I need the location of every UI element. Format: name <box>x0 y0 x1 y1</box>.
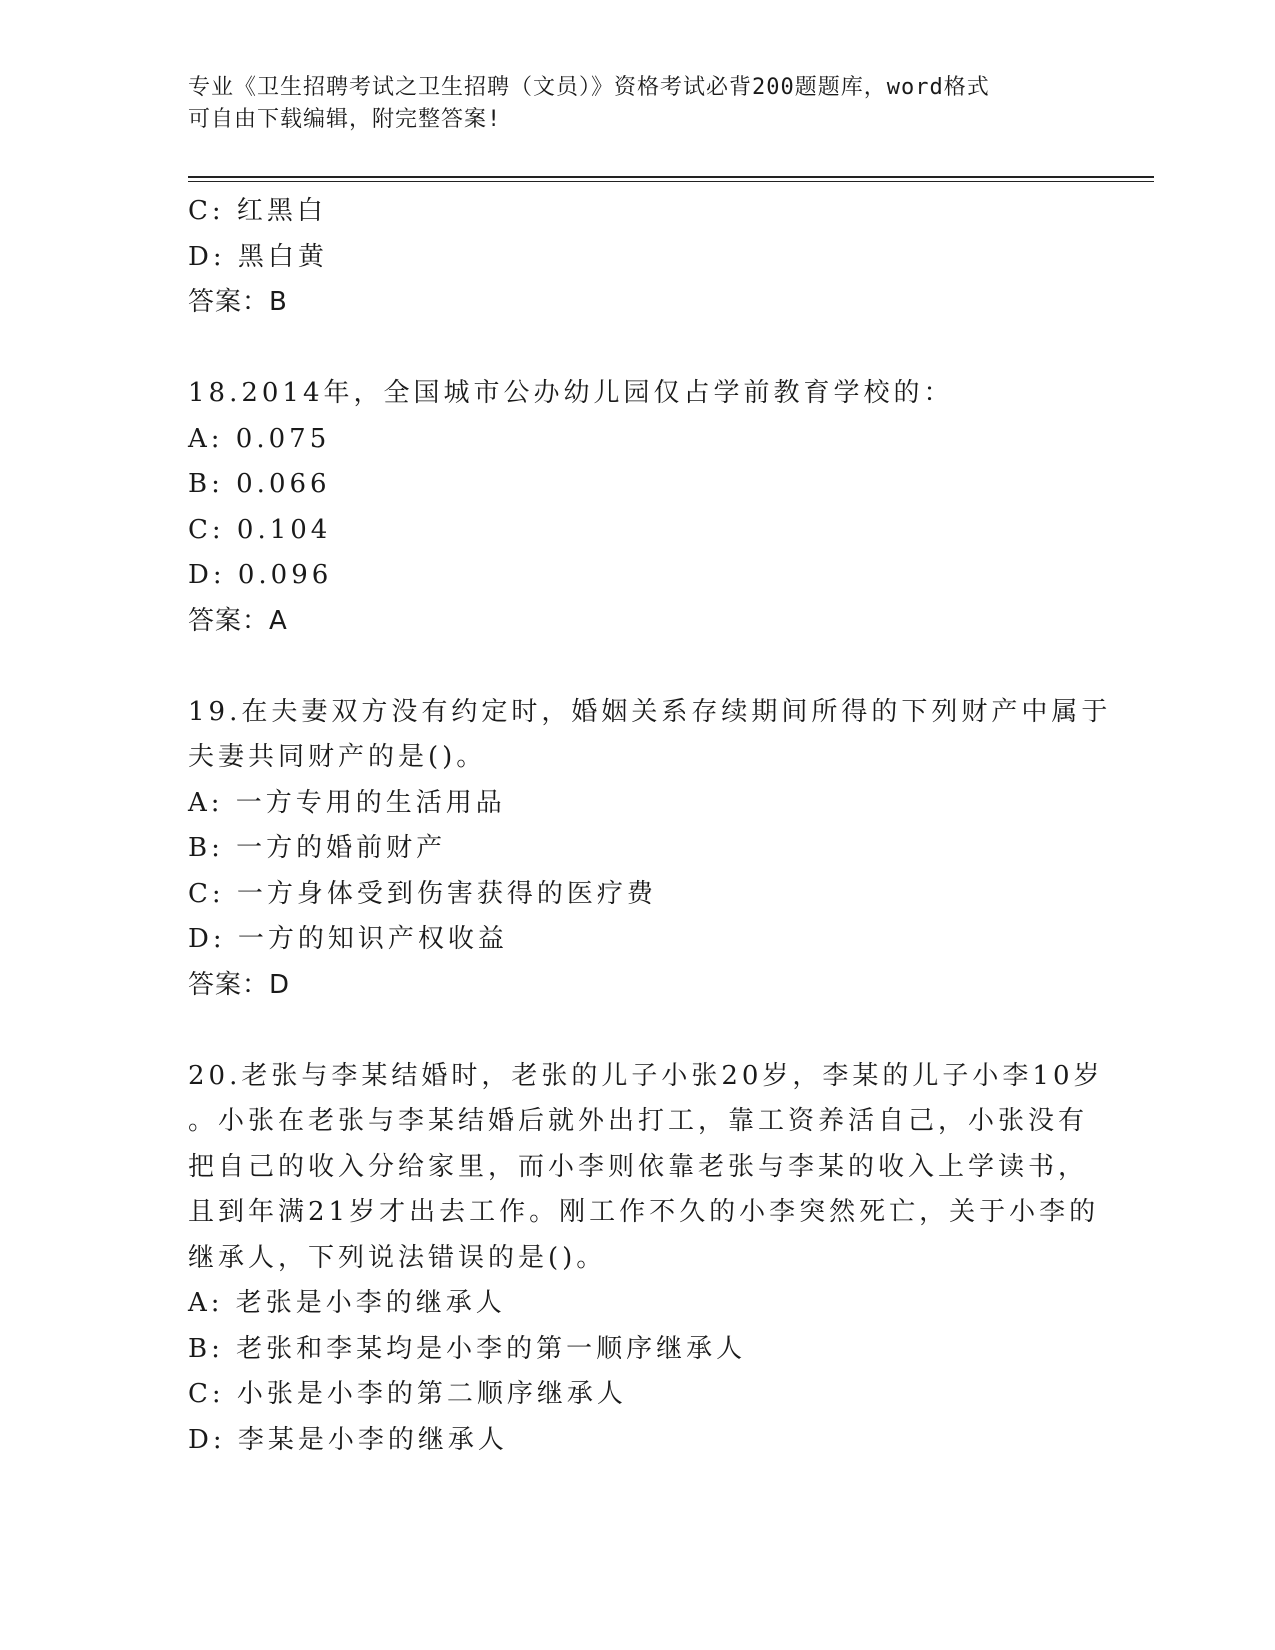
option-a: A: 一方专用的生活用品 <box>188 787 506 818</box>
answer-line: 答案：D <box>188 969 291 1000</box>
question-19 <box>188 690 1112 1009</box>
question-text: 。小张在老张与李某结婚后就外出打工，靠工资养活自己，小张没有 <box>188 1106 1089 1136</box>
question-text: 18.2014年，全国城市公办幼儿园仅占学前教育学校的： <box>188 378 954 408</box>
header-rule-thin <box>188 181 1154 182</box>
option-a: A: 老张是小李的继承人 <box>188 1288 506 1318</box>
option-c: C: 红黑白 <box>188 196 327 226</box>
question-20 <box>188 1054 1104 1464</box>
option-d: D: 李某是小李的继承人 <box>188 1424 508 1455</box>
prev-question <box>188 189 1088 326</box>
question-text: 夫妻共同财产的是()。 <box>188 742 487 772</box>
question-text: 20.老张与李某结婚时，老张的儿子小张20岁，李某的儿子小李10岁 <box>188 1060 1104 1091</box>
option-d: D: 0.096 <box>188 560 333 590</box>
option-c: C: 小张是小李的第二顺序继承人 <box>188 1379 627 1409</box>
header-rule-thick <box>188 176 1154 178</box>
option-d: D: 黑白黄 <box>188 241 328 272</box>
document-header <box>188 72 1088 136</box>
option-c: C: 0.104 <box>188 514 332 545</box>
question-content <box>188 189 1112 1463</box>
question-18 <box>188 371 1088 644</box>
option-b: B: 老张和李某均是小李的第一顺序继承人 <box>188 1333 747 1364</box>
option-b: B: 0.066 <box>188 469 331 499</box>
option-b: B: 一方的婚前财产 <box>188 833 447 863</box>
option-d: D: 一方的知识产权收益 <box>188 924 508 954</box>
answer-line: 答案：B <box>188 287 288 317</box>
question-text: 把自己的收入分给家里，而小李则依靠老张与李某的收入上学读书， <box>188 1151 1089 1182</box>
question-text: 19.在夫妻双方没有约定时，婚姻关系存续期间所得的下列财产中属于 <box>188 696 1112 727</box>
question-text: 且到年满21岁才出去工作。刚工作不久的小李突然死亡，关于小李的 <box>188 1197 1100 1227</box>
header-line-2: 可自由下载编辑，附完整答案! <box>188 107 502 132</box>
header-line-1: 专业《卫生招聘考试之卫生招聘（文员）》资格考试必背200题题库，word格式 <box>188 75 990 100</box>
option-c: C: 一方身体受到伤害获得的医疗费 <box>188 878 657 909</box>
answer-line: 答案：A <box>188 605 288 636</box>
option-a: A: 0.075 <box>188 423 331 454</box>
question-text: 继承人，下列说法错误的是()。 <box>188 1242 607 1273</box>
